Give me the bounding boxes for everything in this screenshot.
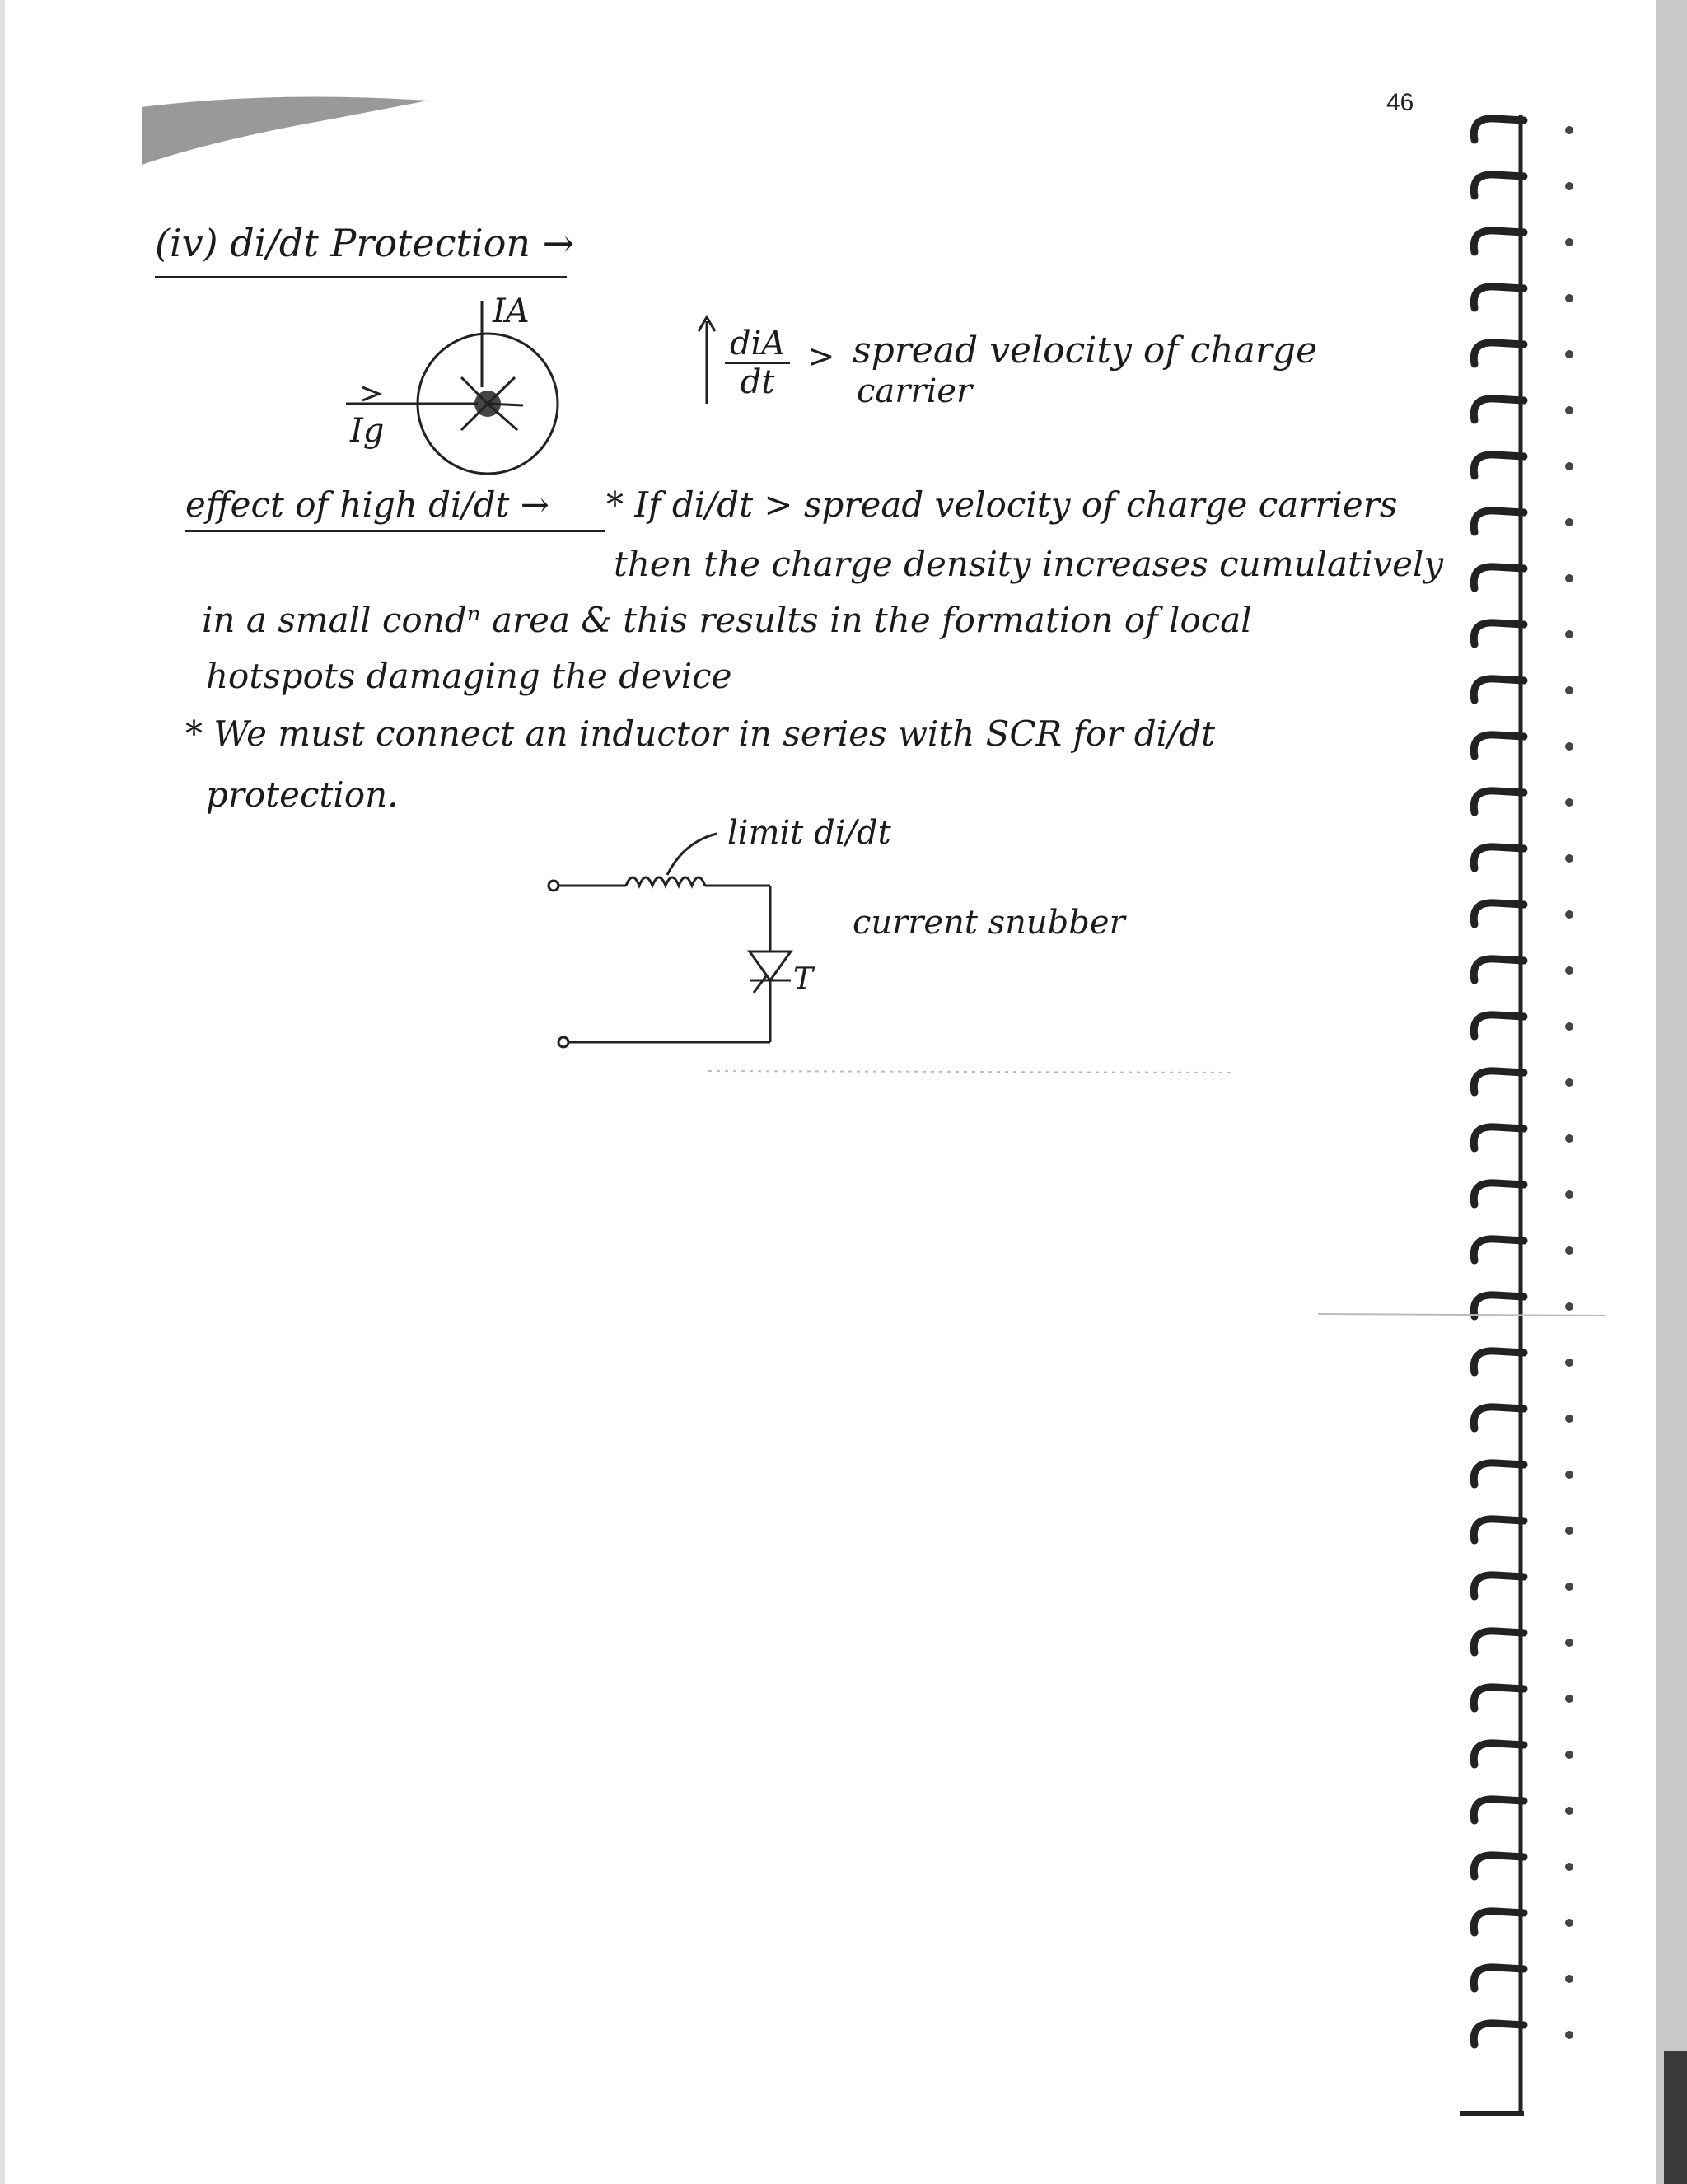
effect-text-line4: hotspots damaging the device — [206, 656, 732, 696]
spiral-loop — [1474, 1575, 1524, 1597]
spiral-loop — [1474, 791, 1524, 812]
spiral-loop — [1474, 1519, 1524, 1541]
spiral-loop — [1474, 1239, 1524, 1260]
spiral-hole — [1565, 574, 1573, 582]
thyristor-label: T — [793, 962, 814, 996]
spiral-loop — [1474, 175, 1524, 196]
current-snubber-label: current snubber — [853, 904, 1125, 942]
spiral-hole — [1565, 1807, 1573, 1815]
terminal-top — [549, 881, 558, 891]
spiral-hole — [1565, 630, 1573, 638]
spiral-hole — [1565, 1190, 1573, 1199]
spiral-hole — [1565, 2031, 1573, 2039]
spiral-hole — [1565, 686, 1573, 694]
spiral-hole — [1565, 1022, 1573, 1031]
effect-underline — [185, 530, 605, 532]
spiral-hole — [1565, 1134, 1573, 1143]
spiral-hole — [1565, 1919, 1573, 1927]
effect-text-line1: * If di/dt > spread velocity of charge carriers — [606, 484, 1398, 525]
effect-text-line3: in a small condⁿ area & this results in the formation of local — [202, 600, 1252, 640]
heading-underline — [155, 276, 567, 278]
spiral-loop — [1474, 679, 1524, 700]
spiral-hole — [1565, 1583, 1573, 1591]
note-text-line1: * We must connect an inductor in series with SCR for di/dt — [185, 713, 1215, 754]
note-text-line2: protection. — [206, 774, 399, 815]
spiral-loop — [1474, 1463, 1524, 1485]
anode-current-label: IA — [493, 292, 530, 330]
spiral-loop — [1474, 1407, 1524, 1429]
spiral-loop — [1474, 343, 1524, 364]
spiral-loop — [1474, 903, 1524, 924]
spiral-loop — [1474, 1631, 1524, 1653]
spiral-loop — [1474, 1127, 1524, 1148]
spiral-hole — [1565, 182, 1573, 190]
spiral-loop — [1474, 287, 1524, 308]
spiral-hole — [1565, 462, 1573, 470]
spiral-loop — [1474, 2023, 1524, 2045]
spiral-loop — [1474, 1799, 1524, 1821]
spiral-hole — [1565, 126, 1573, 134]
spiral-loop — [1474, 399, 1524, 420]
spiral-loop — [1474, 231, 1524, 252]
faint-scan-line-2 — [1318, 1314, 1606, 1316]
spiral-binding — [1474, 119, 1573, 2045]
spiral-hole — [1565, 798, 1573, 807]
spiral-loop — [1474, 1687, 1524, 1709]
thyristor-symbol — [750, 952, 791, 980]
spiral-hole — [1565, 1471, 1573, 1479]
fraction-numerator: diA — [725, 325, 790, 364]
spiral-hole — [1565, 1359, 1573, 1367]
greater-than-sign: > — [807, 338, 835, 376]
spiral-loop — [1474, 1183, 1524, 1204]
spiral-hole — [1565, 238, 1573, 246]
section-heading: (iv) di/dt Protection → — [155, 221, 575, 265]
left-scan-edge — [0, 0, 5, 2184]
spiral-hole — [1565, 406, 1573, 414]
spiral-hole — [1565, 350, 1573, 358]
gate-arrow-head — [362, 387, 379, 400]
spiral-hole — [1565, 1863, 1573, 1871]
spiral-loop — [1474, 1743, 1524, 1765]
limit-pointer-arrow — [667, 834, 717, 875]
spiral-loop — [1474, 1015, 1524, 1036]
spiral-hole — [1565, 1078, 1573, 1087]
spiral-hole — [1565, 742, 1573, 751]
spiral-hole — [1565, 294, 1573, 302]
page-number: 46 — [1386, 89, 1414, 116]
di-dt-fraction — [725, 325, 790, 400]
spiral-hole — [1565, 518, 1573, 526]
spiral-loop — [1474, 1967, 1524, 1989]
limit-di-dt-label: limit di/dt — [727, 814, 891, 852]
snubber-circuit — [549, 834, 791, 1047]
spiral-hole — [1565, 966, 1573, 975]
spiral-hole — [1565, 1975, 1573, 1983]
effect-text-line2: then the charge density increases cumulatively — [614, 544, 1444, 584]
spiral-hole — [1565, 1695, 1573, 1703]
spiral-hole — [1565, 1751, 1573, 1759]
spiral-loop — [1474, 1295, 1524, 1316]
fraction-denominator: dt — [740, 363, 775, 401]
spiral-loop — [1474, 1351, 1524, 1373]
effect-heading: effect of high di/dt → — [185, 484, 549, 525]
inductor-coil — [626, 877, 705, 886]
spiral-loop — [1474, 455, 1524, 476]
scan-edge-shadow — [1656, 0, 1687, 2184]
spiral-hole — [1565, 854, 1573, 863]
spread-velocity-line2: carrier — [857, 372, 973, 410]
spiral-loop — [1474, 847, 1524, 868]
spiral-loop — [1474, 959, 1524, 980]
scan-smudge — [142, 97, 428, 166]
terminal-bottom — [558, 1037, 568, 1047]
spiral-loop — [1474, 567, 1524, 588]
spiral-loop — [1474, 623, 1524, 644]
spiral-loop — [1474, 511, 1524, 532]
faint-scan-line — [708, 1071, 1236, 1073]
gate-current-label: Ig — [350, 412, 385, 450]
spiral-hole — [1565, 1527, 1573, 1535]
spread-velocity-line1: spread velocity of charge — [853, 330, 1318, 372]
spiral-hole — [1565, 1302, 1573, 1311]
spiral-loop — [1474, 735, 1524, 756]
spiral-loop — [1474, 1911, 1524, 1933]
spiral-hole — [1565, 1246, 1573, 1255]
spiral-hole — [1565, 1415, 1573, 1423]
spiral-hole — [1565, 1639, 1573, 1647]
spiral-loop — [1474, 1071, 1524, 1092]
spiral-loop — [1474, 1855, 1524, 1877]
scan-edge-dark — [1664, 2051, 1687, 2184]
spiral-loop — [1474, 119, 1524, 140]
spiral-hole — [1565, 910, 1573, 919]
